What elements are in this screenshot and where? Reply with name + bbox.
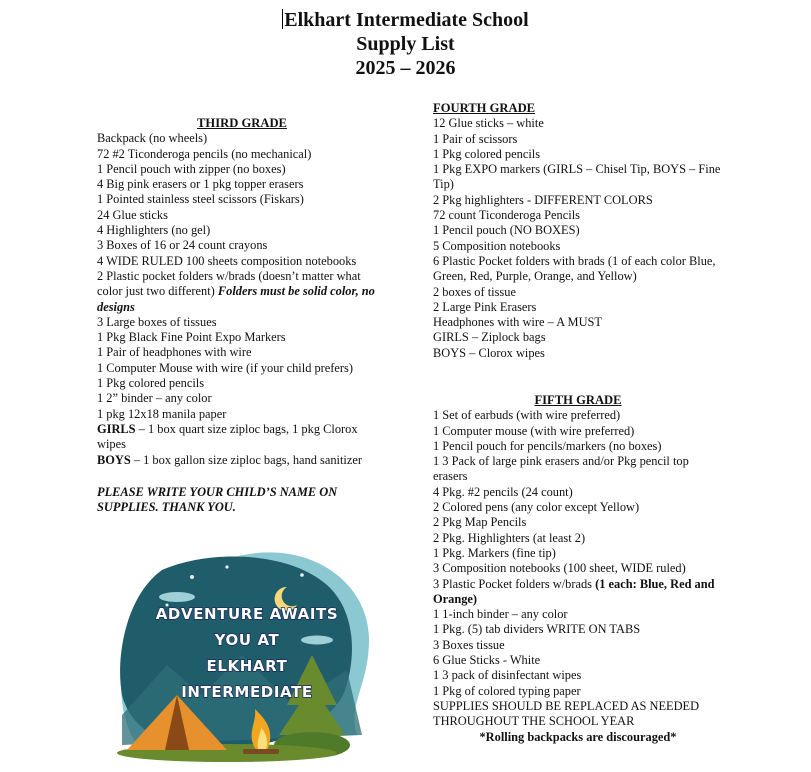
- supply-item: 1 Pkg Black Fine Point Expo Markers: [97, 330, 286, 345]
- supply-item: 5 Composition notebooks: [433, 238, 561, 253]
- fifth-grade-list: [433, 408, 723, 576]
- supply-item: 1 pkg 12x18 manila paper: [97, 406, 227, 421]
- supply-item: 1 1-inch binder – any color: [433, 607, 568, 622]
- supply-item: 1 Pkg colored pencils: [433, 146, 541, 161]
- document-header: [0, 8, 811, 80]
- fourth-grade-list: [433, 116, 723, 361]
- fifth-grade-heading: FIFTH GRADE: [534, 393, 622, 407]
- third-grade-folders-item: [97, 269, 387, 315]
- supply-item: 2 Pkg highlighters - DIFFERENT COLORS: [433, 192, 653, 207]
- supply-item: 4 WIDE RULED 100 sheets composition notebooks: [97, 253, 357, 268]
- supply-item: 1 Pkg of colored typing paper: [433, 683, 581, 698]
- cloud: [159, 592, 195, 602]
- supply-item: 1 Set of earbuds (with wire preferred): [433, 408, 621, 423]
- boys-text: – 1 box gallon size ziploc bags, hand sanitizer: [130, 452, 362, 467]
- folders-colors: (1 each: Blue, Red and Orange): [433, 576, 715, 606]
- supply-item: 24 Glue sticks: [97, 207, 168, 222]
- supply-item: 1 3 Pack of large pink erasers and/or Pkg pencil top erasers: [433, 454, 689, 484]
- supply-item: 1 Pencil pouch with zipper (no boxes): [97, 161, 286, 176]
- supply-item: 1 Pair of headphones with wire: [97, 345, 252, 360]
- supply-item: 2 Colored pens (any color except Yellow): [433, 500, 640, 515]
- supply-item: 1 2” binder – any color: [97, 391, 212, 406]
- supply-item: 1 Computer mouse (with wire preferred): [433, 423, 635, 438]
- school-name-text: Elkhart Intermediate School: [284, 9, 529, 31]
- third-grade-girls-item: [97, 422, 387, 453]
- star: [225, 565, 228, 568]
- supply-item: 2 boxes of tissue: [433, 284, 516, 299]
- school-year: 2025 – 2026: [355, 57, 456, 79]
- supply-item: 4 Big pink erasers or 1 pkg topper erasers: [97, 177, 304, 192]
- supply-item: 72 #2 Ticonderoga pencils (no mechanical): [97, 146, 312, 161]
- supply-item: 1 Pencil pouch (NO BOXES): [433, 223, 580, 238]
- supply-item: 3 Boxes tissue: [433, 637, 505, 652]
- girls-label: GIRLS: [97, 421, 136, 436]
- banner-line-3: ELKHART: [206, 657, 288, 675]
- supply-item: 3 Boxes of 16 or 24 count crayons: [97, 238, 268, 253]
- supply-item: SUPPLIES SHOULD BE REPLACED AS NEEDED THROUGHOUT THE SCHOOL YEAR: [433, 698, 700, 729]
- supply-item: 3 Composition notebooks (100 sheet, WIDE ruled): [433, 561, 686, 576]
- banner-line-4: INTERMEDIATE: [181, 683, 313, 701]
- supply-item: 1 3 pack of disinfectant wipes: [433, 668, 582, 683]
- third-grade-list: [97, 131, 387, 269]
- campfire-logs: [243, 749, 279, 754]
- boys-label: BOYS: [97, 452, 131, 467]
- supply-item: 1 Pkg EXPO markers (GIRLS – Chisel Tip, BOYS – Fine Tip): [433, 162, 721, 192]
- supply-item: 12 Glue sticks – white: [433, 116, 544, 131]
- supply-item: Backpack (no wheels): [97, 131, 208, 146]
- cloud: [301, 636, 333, 645]
- supply-item: 72 count Ticonderoga Pencils: [433, 208, 580, 223]
- supply-item: 1 Pkg. Markers (fine tip): [433, 545, 556, 560]
- supply-item: GIRLS – Ziplock bags: [433, 330, 546, 345]
- rolling-backpack-note: *Rolling backpacks are discouraged*: [479, 729, 677, 744]
- supply-item: 2 Pkg Map Pencils: [433, 515, 527, 530]
- star: [300, 573, 304, 577]
- star: [190, 575, 194, 579]
- supply-item: 6 Glue Sticks - White: [433, 653, 541, 668]
- fifth-grade-section: [433, 393, 723, 745]
- folders-emphasis: Folders must be solid color, no designs: [97, 284, 375, 314]
- fifth-grade-list-continued: [433, 607, 723, 729]
- supply-item: 4 Pkg. #2 pencils (24 count): [433, 484, 573, 499]
- fourth-grade-heading: FOURTH GRADE: [433, 101, 536, 115]
- third-grade-heading: THIRD GRADE: [197, 116, 287, 130]
- third-grade-boys-item: [97, 453, 387, 468]
- supply-item: 1 Pair of scissors: [433, 131, 518, 146]
- supply-item: 3 Large boxes of tissues: [97, 314, 217, 329]
- banner-line-2: YOU AT: [214, 631, 280, 649]
- supply-item: 1 Pkg colored pencils: [97, 376, 205, 391]
- supply-item: 2 Pkg. Highlighters (at least 2): [433, 530, 586, 545]
- banner-line-1: ADVENTURE AWAITS: [155, 605, 339, 623]
- name-reminder-note: PLEASE WRITE YOUR CHILD’S NAME ON SUPPLIES. THANK YOU.: [97, 484, 338, 515]
- supply-item: 1 Pointed stainless steel scissors (Fiskars): [97, 192, 304, 207]
- supply-item: 4 Highlighters (no gel): [97, 223, 211, 238]
- supply-item: Headphones with wire – A MUST: [433, 315, 602, 330]
- fifth-grade-folders-item: [433, 577, 723, 608]
- third-grade-list-continued: [97, 315, 387, 422]
- third-grade-section: [97, 116, 387, 515]
- supply-item: 6 Plastic Pocket folders with brads (1 of each color Blue, Green, Red, Purple, Orange, and Yellow): [433, 253, 716, 284]
- folders-text: 2 Plastic pocket folders w/brads (doesn’t matter what color just two different): [97, 268, 361, 299]
- supply-item: 2 Large Pink Erasers: [433, 299, 537, 314]
- adventure-awaits-illustration: [107, 545, 377, 765]
- school-name: [0, 8, 811, 32]
- supply-item: 1 Pencil pouch for pencils/markers (no boxes): [433, 438, 662, 453]
- supply-item: 1 Computer Mouse with wire (if your child prefers): [97, 360, 354, 375]
- document-title: Supply List: [356, 33, 455, 55]
- girls-text: – 1 box quart size ziploc bags, 1 pkg Clorox wipes: [97, 421, 358, 452]
- fourth-grade-section: [433, 101, 723, 361]
- supply-item: 1 Pkg. (5) tab dividers WRITE ON TABS: [433, 622, 641, 637]
- folders-text: 3 Plastic Pocket folders w/brads: [433, 576, 596, 591]
- supply-item: BOYS – Clorox wipes: [433, 345, 545, 360]
